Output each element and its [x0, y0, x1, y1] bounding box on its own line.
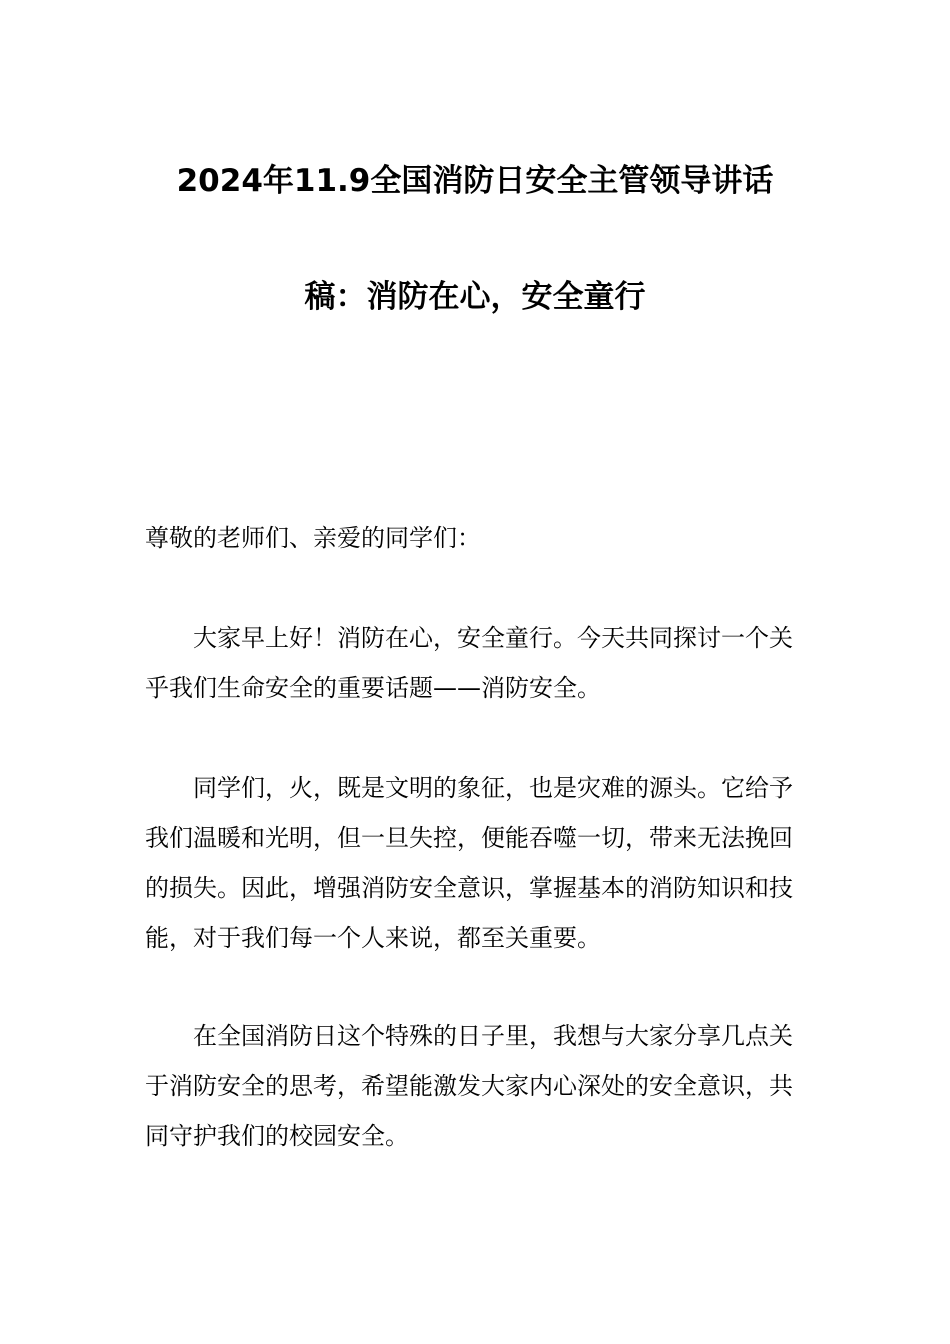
- title-line-2: 稿：消防在心，安全童行: [304, 279, 646, 315]
- salutation: 尊敬的老师们、亲爱的同学们：: [145, 524, 481, 552]
- paragraph-1: 大家早上好！消防在心，安全童行。今天共同探讨一个关乎我们生命安全的重要话题——消防安全。: [145, 624, 793, 702]
- document-title: [145, 152, 805, 326]
- paragraph-2: 同学们，火，既是文明的象征，也是灾难的源头。它给予我们温暖和光明，但一旦失控，便能吞噬一切，带来无法挽回的损失。因此，增强消防安全意识，掌握基本的消防知识和技能，对于我们每一个人来说，都至关重要。: [145, 774, 793, 952]
- title-line-1: 2024年11.9全国消防日安全主管领导讲话: [176, 163, 774, 199]
- paragraph-3: 在全国消防日这个特殊的日子里，我想与大家分享几点关于消防安全的思考，希望能激发大家内心深处的安全意识，共同守护我们的校园安全。: [145, 1022, 793, 1150]
